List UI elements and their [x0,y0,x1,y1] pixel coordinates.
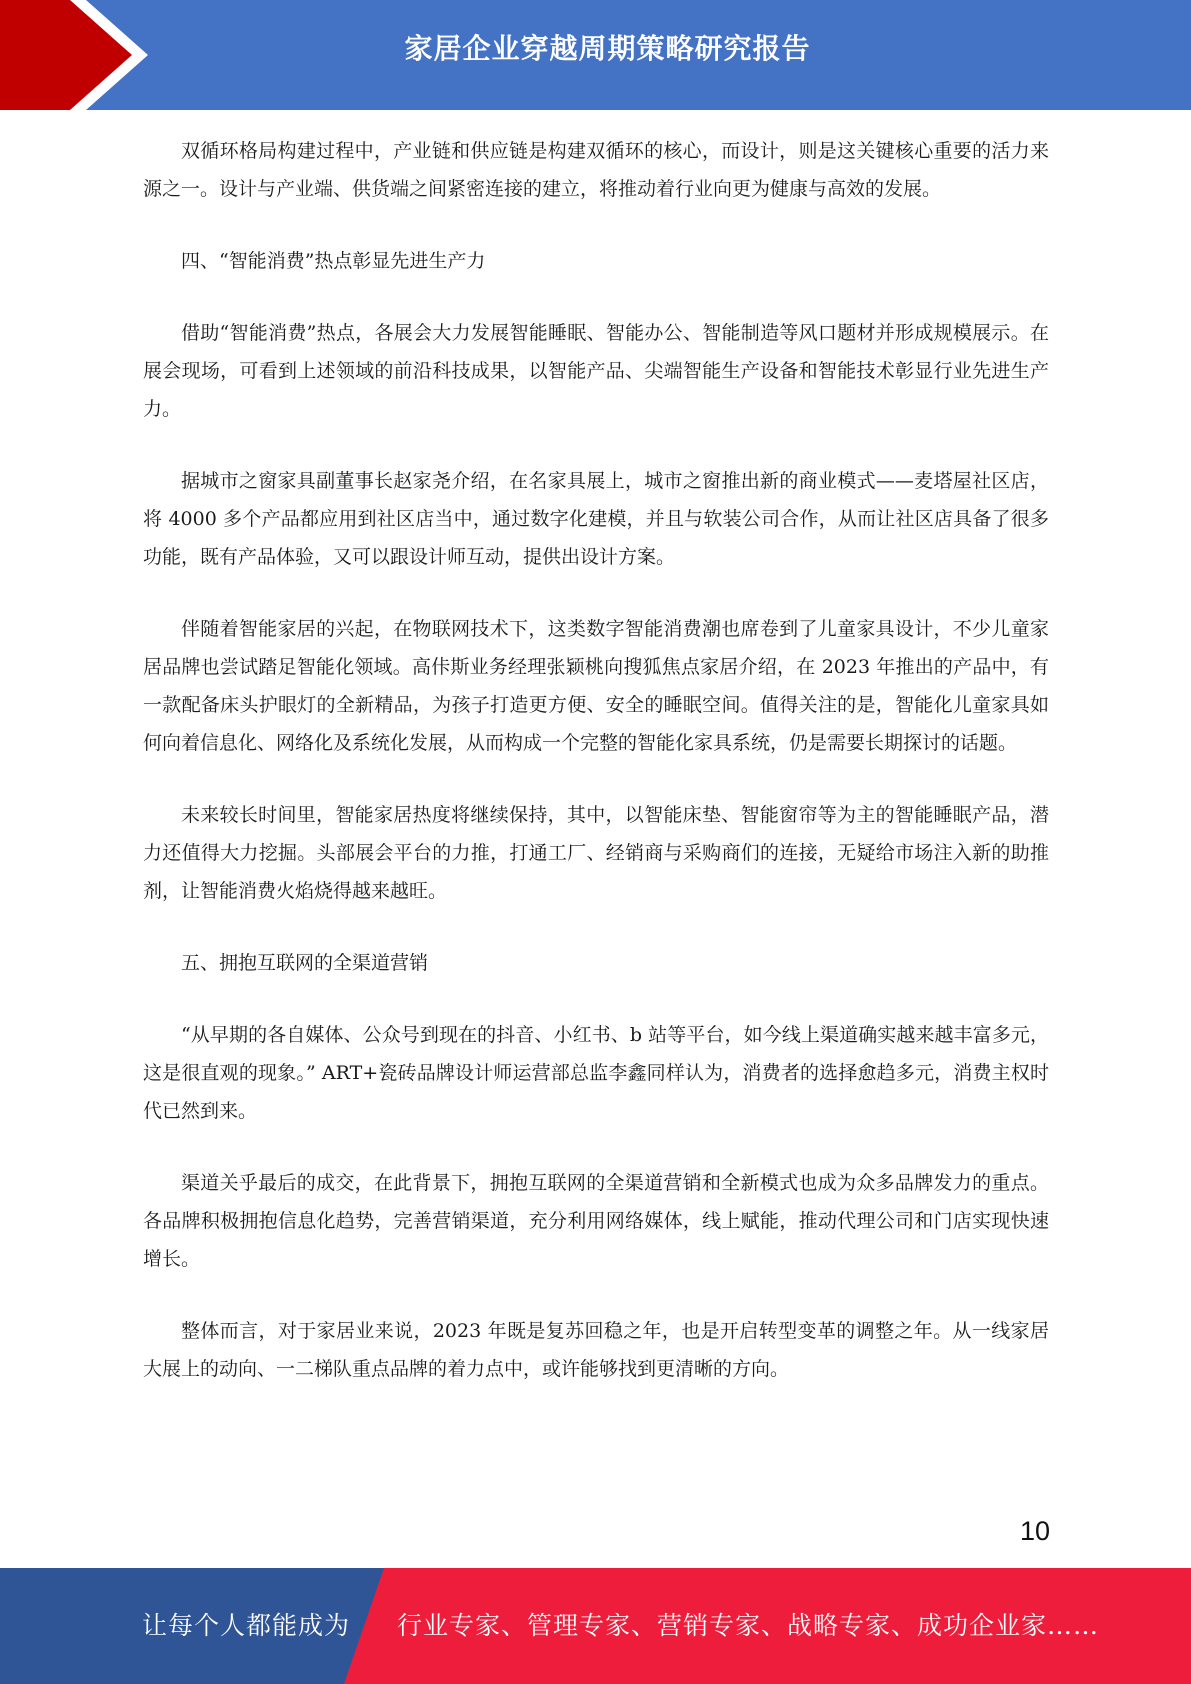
paragraph: “从早期的各自媒体、公众号到现在的抖音、小红书、b 站等平台，如今线上渠道确实越来越丰富多元，这是很直观的现象。” ART+瓷砖品牌设计师运营部总监李鑫同样认为，消费者的选择愈趋多元，消费主权时代已然到来。 [143,1024,1049,1122]
report-title: 家居企业穿越周期策略研究报告 [404,32,811,65]
page-number: 10 [1019,1516,1050,1546]
paragraph: 据城市之窗家具副董事长赵家尧介绍，在名家具展上，城市之窗推出新的商业模式——麦塔屋社区店，将 4000 多个产品都应用到社区店当中，通过数字化建模，并且与软装公司合作，从而让社区店具备了很多功能，既有产品体验，又可以跟设计师互动，提供出设计方案。 [143,470,1049,568]
paragraph: 伴随着智能家居的兴起，在物联网技术下，这类数字智能消费潮也席卷到了儿童家具设计，不少儿童家居品牌也尝试踏足智能化领域。高佧斯业务经理张颖桃向搜狐焦点家居介绍，在 2023 年推出的产品中，有一款配备床头护眼灯的全新精品，为孩子打造更方便、安全的睡眠空间。值得关注的是，智能化儿童家具如何向着信息化、网络化及系统化发展，从而构成一个完整的智能化家具系统，仍是需要长期探讨的话题。 [143,618,1049,754]
paragraph: 整体而言，对于家居业来说，2023 年既是复苏回稳之年，也是开启转型变革的调整之年。从一线家居大展上的动向、一二梯队重点品牌的着力点中，或许能够找到更清晰的方向。 [143,1320,1049,1380]
article-body [143,132,1049,1422]
paragraph: 未来较长时间里，智能家居热度将继续保持，其中，以智能床垫、智能窗帘等为主的智能睡眠产品，潜力还值得大力挖掘。头部展会平台的力推，打通工厂、经销商与采购商们的连接，无疑给市场注入新的助推剂，让智能消费火焰烧得越来越旺。 [143,804,1049,902]
paragraph: 渠道关乎最后的成交，在此背景下，拥抱互联网的全渠道营销和全新模式也成为众多品牌发力的重点。各品牌积极拥抱信息化趋势，完善营销渠道，充分利用网络媒体，线上赋能，推动代理公司和门店实现快速增长。 [143,1172,1049,1270]
page-header [0,0,1191,110]
section-heading: 四、“智能消费”热点彰显先进生产力 [181,250,486,272]
paragraph: 借助“智能消费”热点，各展会大力发展智能睡眠、智能办公、智能制造等风口题材并形成规模展示。在展会现场，可看到上述领域的前沿科技成果，以智能产品、尖端智能生产设备和智能技术彰显行业先进生产力。 [143,322,1049,420]
section-heading: 五、拥抱互联网的全渠道营销 [181,952,429,974]
paragraph: 双循环格局构建过程中，产业链和供应链是构建双循环的核心，而设计，则是这关键核心重要的活力来源之一。设计与产业端、供货端之间紧密连接的建立，将推动着行业向更为健康与高效的发展。 [143,140,1049,200]
page-footer [0,1568,1191,1684]
footer-slogan-right: 行业专家、管理专家、营销专家、战略专家、成功企业家…… [397,1611,1100,1640]
footer-slogan-left: 让每个人都能成为 [142,1611,351,1640]
